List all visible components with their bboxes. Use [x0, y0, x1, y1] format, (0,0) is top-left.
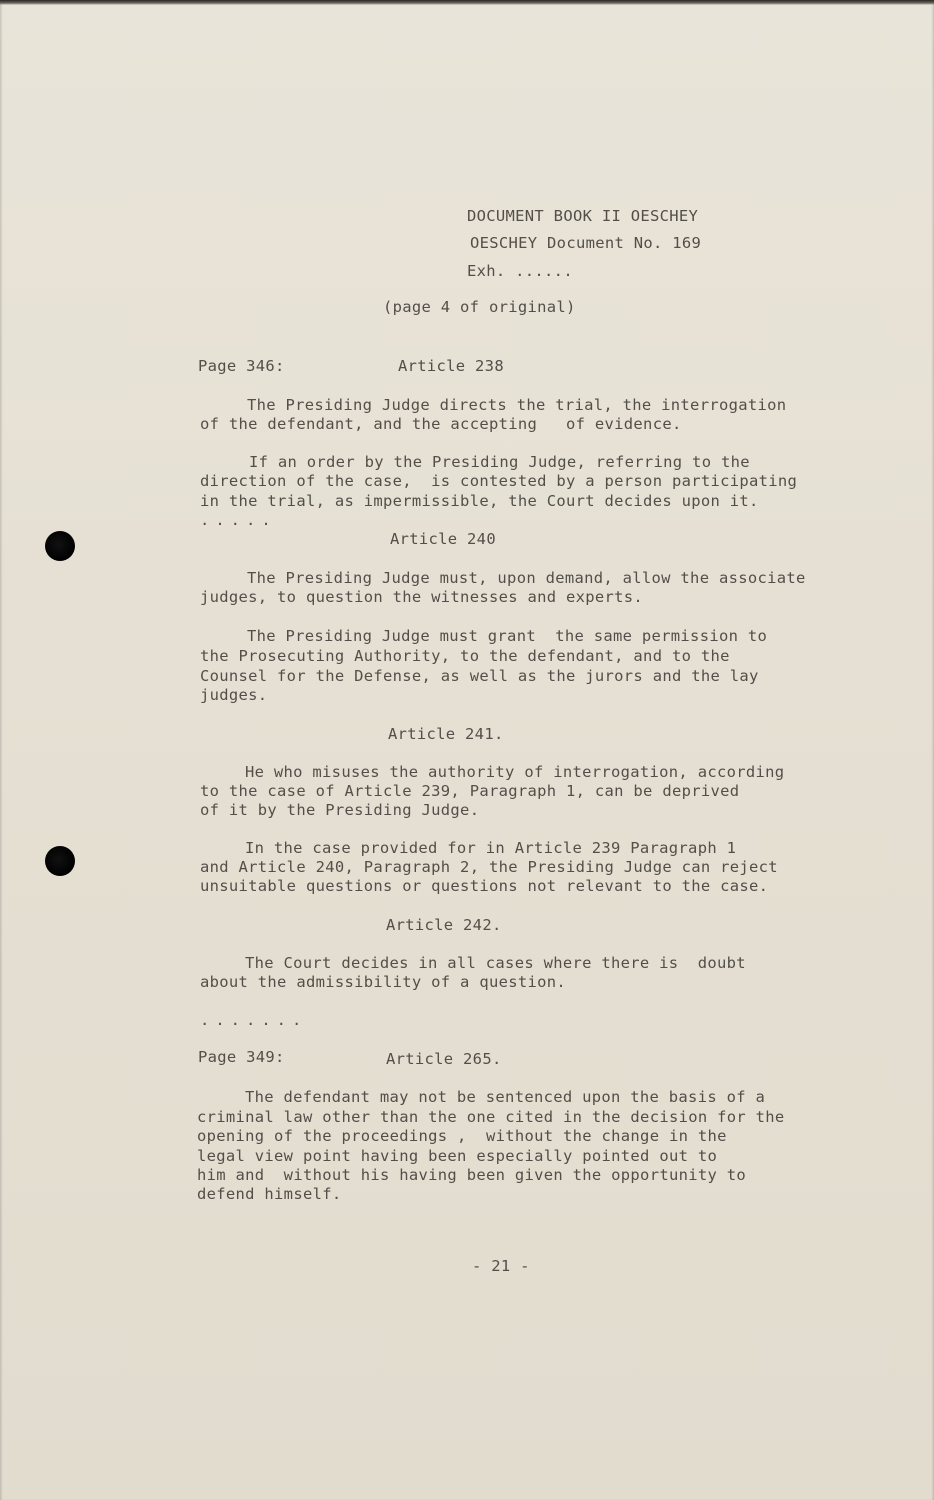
article-240-para2-line4: judges.: [200, 686, 268, 704]
article-265-para1-line4: legal view point having been especially pointed out to: [197, 1147, 718, 1165]
article-240-para1-line2: judges, to question the witnesses and experts.: [200, 588, 644, 606]
article-238-para1-line1: The Presiding Judge directs the trial, the interrogation: [247, 396, 787, 414]
page-label-349: Page 349:: [198, 1048, 285, 1066]
article-240-para1-line1: The Presiding Judge must, upon demand, allow the associate: [247, 569, 806, 587]
article-241-para1-line2: to the case of Article 239, Paragraph 1, can be deprived: [200, 782, 740, 800]
article-238-para1-line2: of the defendant, and the accepting of evidence.: [200, 415, 682, 433]
article-240-para2-line3: Counsel for the Defense, as well as the jurors and the lay: [200, 667, 759, 685]
article-238-para2-line1: If an order by the Presiding Judge, referring to the: [249, 453, 750, 471]
page-label-346: Page 346:: [198, 357, 285, 375]
header-exhibit: Exh. ......: [467, 262, 573, 280]
article-240-para2-line2: the Prosecuting Authority, to the defendant, and to the: [200, 647, 730, 665]
article-265-para1-line2: criminal law other than the one cited in the decision for the: [197, 1108, 785, 1126]
article-238-para2-line3: in the trial, as impermissible, the Court decides upon it.: [200, 492, 759, 510]
punch-hole-top: [45, 531, 75, 561]
article-241-para2-line1: In the case provided for in Article 239 Paragraph 1: [245, 839, 737, 857]
article-238-para2-line2: direction of the case, is contested by a person participating: [200, 472, 798, 490]
article-242-para1-line1: The Court decides in all cases where there is doubt: [245, 954, 746, 972]
article-265-para1-line3: opening of the proceedings , without the change in the: [197, 1127, 727, 1145]
ellipsis-omitted-text: .......: [200, 1011, 308, 1029]
header-document-number: OESCHEY Document No. 169: [470, 234, 702, 252]
article-265-title: Article 265.: [386, 1050, 502, 1068]
article-241-para2-line2: and Article 240, Paragraph 2, the Presiding Judge can reject: [200, 858, 778, 876]
header-document-book: DOCUMENT BOOK II OESCHEY: [467, 207, 699, 225]
article-241-title: Article 241.: [388, 725, 504, 743]
article-238-title: Article 238: [398, 357, 504, 375]
ellipsis-omitted-text: .....: [200, 511, 277, 529]
article-265-para1-line5: him and without his having been given the opportunity to: [197, 1166, 747, 1184]
article-265-para1-line6: defend himself.: [197, 1185, 342, 1203]
article-240-title: Article 240: [390, 530, 496, 548]
article-241-para2-line3: unsuitable questions or questions not relevant to the case.: [200, 877, 769, 895]
punch-hole-bottom: [45, 846, 75, 876]
article-241-para1-line3: of it by the Presiding Judge.: [200, 801, 480, 819]
article-265-para1-line1: The defendant may not be sentenced upon the basis of a: [245, 1088, 766, 1106]
page-number: - 21 -: [472, 1257, 530, 1275]
scan-top-edge: [0, 0, 934, 5]
article-240-para2-line1: The Presiding Judge must grant the same permission to: [247, 627, 768, 645]
article-242-title: Article 242.: [386, 916, 502, 934]
article-241-para1-line1: He who misuses the authority of interrogation, according: [245, 763, 785, 781]
article-242-para1-line2: about the admissibility of a question.: [200, 973, 567, 991]
header-original-page: (page 4 of original): [383, 298, 576, 316]
